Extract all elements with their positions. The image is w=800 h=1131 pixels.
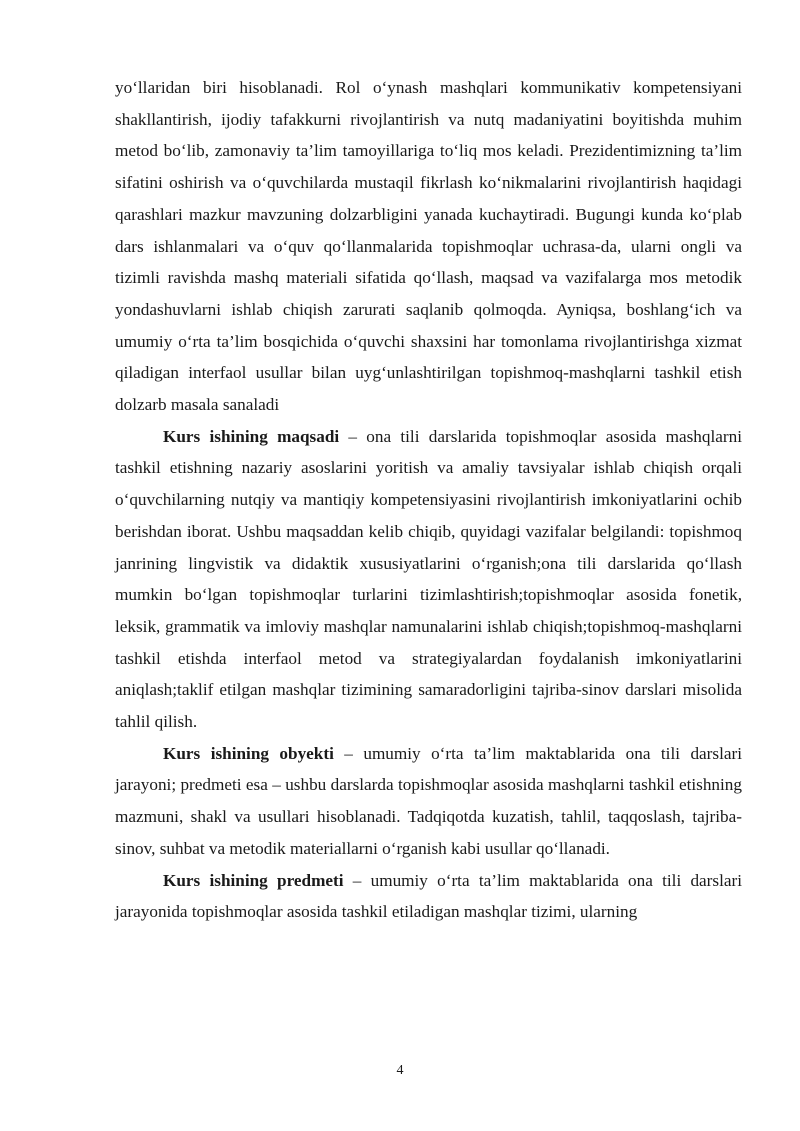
paragraph-course-object: [115, 738, 742, 865]
body-text: [115, 72, 742, 928]
paragraph-heading: Kurs ishining maqsadi: [163, 426, 340, 446]
paragraph-text: – ona tili darslarida topishmoqlar asosida mashqlarni tashkil etishning nazariy asoslarini yoritish va amaliy tavsiyalar ishlab chiqish orqali o‘quvchilarning nutqiy va mantiqiy kompetensiyasini rivojlantirish imkoniyatlarini ochib berishdan iborat. Ushbu maqsaddan kelib chiqib, quyidagi vazifalar belgilandi: topishmoq janrining lingvistik va didaktik xususiyatlarini o‘rganish;ona tili darslarida qo‘llash mumkin bo‘lgan topishmoqlar turlarini tizimlashtirish;topishmoqlar asosida fonetik, leksik, grammatik va imloviy mashqlar namunalarini ishlab chiqish;topishmoq-mashqlarni tashkil etishda interfaol metod va strategiyalardan foydalanish imkoniyatlarini aniqlash;taklif etilgan mashqlar tizimining samaradorligini tajriba-sinov darslari misolida tahlil qilish.: [115, 426, 742, 732]
paragraph-text: yo‘llaridan biri hisoblanadi. Rol o‘ynash mashqlari kommunikativ kompetensiyani shakllantirish, ijodiy tafakkurni rivojlantirish va nutq madaniyatini boyitishda muhim metod bo‘lib, zamonaviy ta’lim tamoyillariga to‘liq mos keladi. Prezidentimizning ta’lim sifatini oshirish va o‘quvchilarda mustaqil fikrlash ko‘nikmalarini rivojlantirish haqidagi qarashlari mazkur mavzuning dolzarbligini yanada kuchaytiradi. Bugungi kunda ko‘plab dars ishlanmalari va o‘quv qo‘llanmalarida topishmoqlar uchrasa-da, ularni ongli va tizimli ravishda mashq materiali sifatida qo‘llash, maqsad va vazifalarga mos metodik yondashuvlarni ishlab chiqish zarurati saqlanib qolmoqda. Ayniqsa, boshlang‘ich va umumiy o‘rta ta’lim bosqichida o‘quvchi shaxsini har tomonlama rivojlantirishga xizmat qiladigan interfaol usullar bilan uyg‘unlashtirilgan topishmoq-mashqlarni tashkil etish dolzarb masala sanaladi: [115, 78, 742, 415]
paragraph-intro-continuation: [115, 72, 742, 421]
paragraph-heading: Kurs ishining predmeti: [163, 870, 344, 890]
paragraph-heading: Kurs ishining obyekti: [163, 743, 334, 763]
page-number: 4: [396, 1063, 404, 1078]
paragraph-course-subject: [115, 865, 742, 928]
paragraph-text: – umumiy o‘rta ta’lim maktablarida ona tili darslari jarayonida topishmoqlar asosida tashkil etiladigan mashqlar tizimi, ularning: [115, 870, 742, 922]
paragraph-course-goal: [115, 421, 742, 738]
paragraph-text: – umumiy o‘rta ta’lim maktablarida ona tili darslari jarayoni; predmeti esa – ushbu darslarda topishmoqlar asosida mashqlarni tashkil etishning mazmuni, shakl va usullari hisoblanadi. Tadqiqotda kuzatish, tahlil, taqqoslash, tajriba-sinov, suhbat va metodik materiallarni o‘rganish kabi usullar qo‘llanadi.: [115, 743, 742, 858]
